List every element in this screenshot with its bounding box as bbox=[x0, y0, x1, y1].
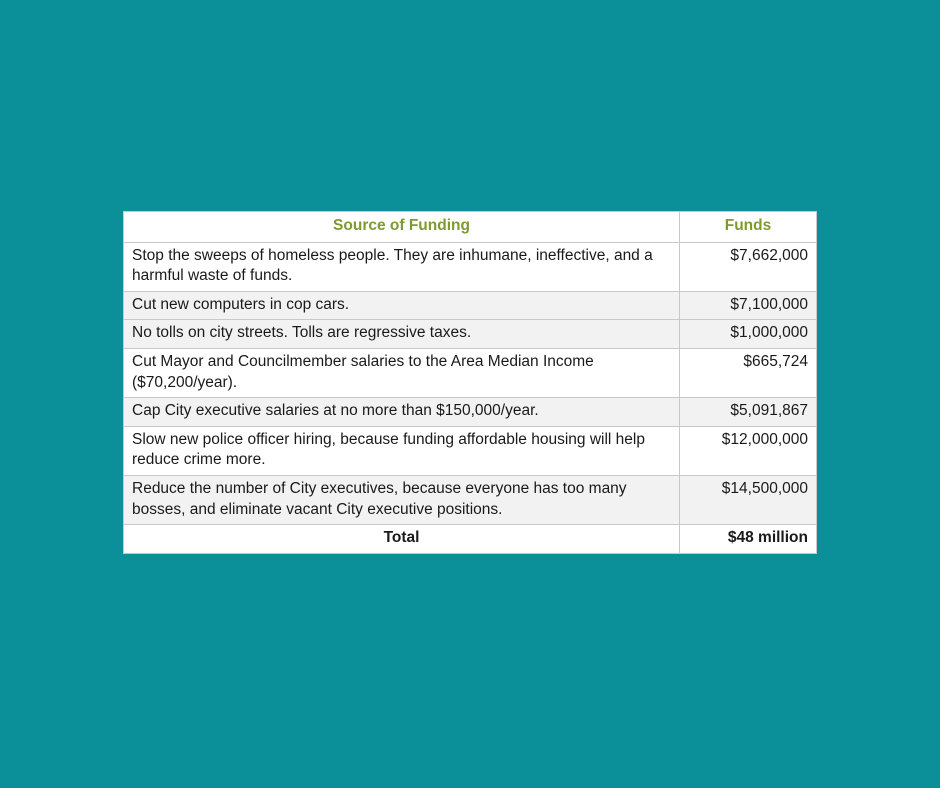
total-funds: $48 million bbox=[680, 525, 817, 554]
table-row bbox=[124, 398, 817, 427]
header-row bbox=[124, 212, 817, 243]
row-funds: $1,000,000 bbox=[680, 320, 817, 349]
row-source: Slow new police officer hiring, because funding affordable housing will help reduce crime more. bbox=[124, 426, 680, 475]
row-funds: $5,091,867 bbox=[680, 398, 817, 427]
total-row bbox=[124, 525, 817, 554]
table-row bbox=[124, 476, 817, 525]
row-source: Cut Mayor and Councilmember salaries to the Area Median Income ($70,200/year). bbox=[124, 349, 680, 398]
row-funds: $14,500,000 bbox=[680, 476, 817, 525]
row-source: Cap City executive salaries at no more than $150,000/year. bbox=[124, 398, 680, 427]
row-source: Cut new computers in cop cars. bbox=[124, 291, 680, 320]
total-label: Total bbox=[124, 525, 680, 554]
funding-table-container bbox=[123, 211, 816, 554]
header-source-of-funding: Source of Funding bbox=[124, 212, 680, 243]
row-funds: $7,100,000 bbox=[680, 291, 817, 320]
funding-table bbox=[123, 211, 817, 554]
row-source: Stop the sweeps of homeless people. They are inhumane, ineffective, and a harmful waste of funds. bbox=[124, 242, 680, 291]
table-row bbox=[124, 291, 817, 320]
table-row bbox=[124, 349, 817, 398]
table-row bbox=[124, 426, 817, 475]
row-funds: $12,000,000 bbox=[680, 426, 817, 475]
row-funds: $7,662,000 bbox=[680, 242, 817, 291]
table-row bbox=[124, 320, 817, 349]
table-footer bbox=[124, 525, 817, 554]
row-funds: $665,724 bbox=[680, 349, 817, 398]
row-source: Reduce the number of City executives, because everyone has too many bosses, and eliminate vacant City executive positions. bbox=[124, 476, 680, 525]
table-row bbox=[124, 242, 817, 291]
row-source: No tolls on city streets. Tolls are regressive taxes. bbox=[124, 320, 680, 349]
table-header bbox=[124, 212, 817, 243]
table-body bbox=[124, 242, 817, 525]
header-funds: Funds bbox=[680, 212, 817, 243]
